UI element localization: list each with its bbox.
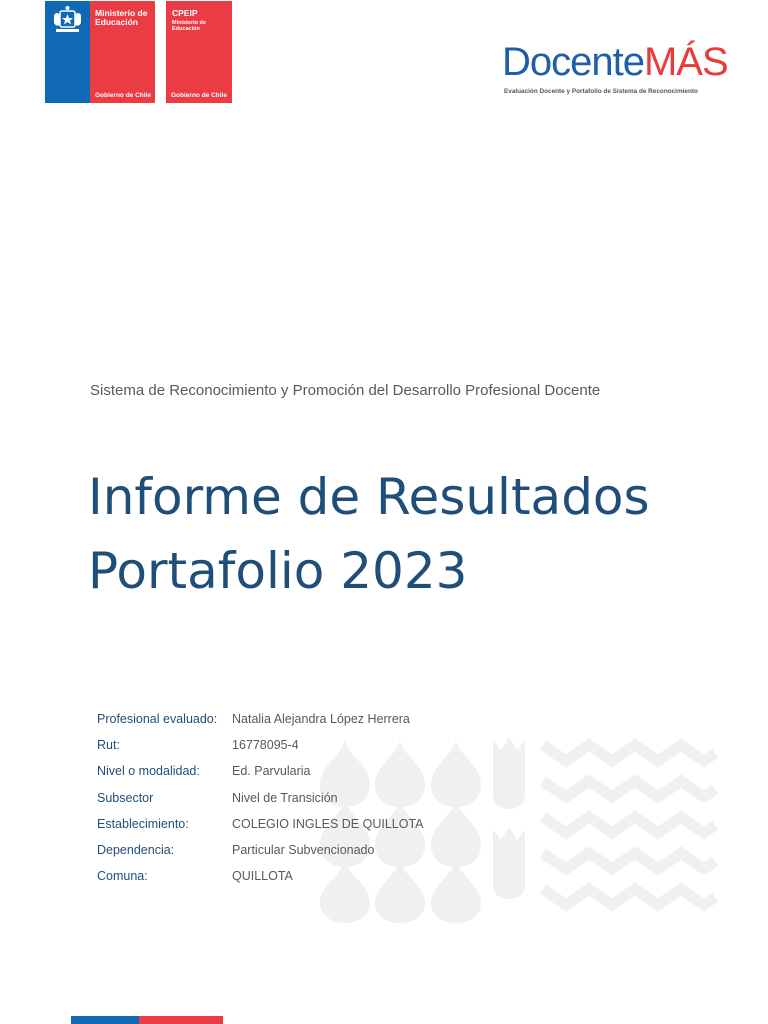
cpeip-subtitle (172, 20, 227, 32)
info-value: Nivel de Transición (232, 790, 338, 805)
cpeip-sub1: Ministerio de (172, 20, 206, 26)
info-value: Ed. Parvularia (232, 764, 311, 779)
info-label: Rut: (97, 738, 120, 753)
mineduc-logo-text (95, 9, 147, 27)
cpeip-sub2: Educación (172, 26, 200, 32)
footer-red-segment (139, 1016, 223, 1024)
cpeip-footer: Gobierno de Chile (171, 92, 227, 99)
document-title-line2: Portafolio 2023 (88, 542, 468, 600)
info-label: Profesional evaluado: (97, 712, 218, 727)
docentemas-subtitle: Evaluación Docente y Portafolio de Sistema de Reconocimiento (504, 88, 698, 95)
info-value: COLEGIO INGLES DE QUILLOTA (232, 816, 424, 831)
docentemas-word-part2: MÁS (643, 40, 728, 84)
footer-blue-segment (71, 1016, 139, 1024)
document-title (88, 460, 650, 608)
info-row (97, 732, 547, 758)
info-label: Comuna: (97, 869, 148, 884)
info-row (97, 785, 547, 811)
info-row (97, 837, 547, 863)
mineduc-line1: Ministerio de (95, 8, 148, 18)
mineduc-footer: Gobierno de Chile (95, 92, 151, 99)
info-label: Nivel o modalidad: (97, 764, 200, 779)
info-label: Establecimiento: (97, 816, 189, 831)
docentemas-wordmark (502, 40, 728, 84)
info-value: Particular Subvencionado (232, 843, 375, 858)
info-value: 16778095-4 (232, 738, 299, 753)
mineduc-line2: Educación (95, 17, 138, 27)
cpeip-logo (166, 1, 232, 103)
info-label: Subsector (97, 790, 154, 805)
info-row (97, 706, 547, 732)
info-row (97, 811, 547, 837)
docentemas-word-part1: Docente (502, 40, 644, 84)
info-row (97, 863, 547, 889)
mineduc-logo (45, 1, 155, 103)
footer-flag-bar (71, 1016, 223, 1024)
info-value: QUILLOTA (232, 869, 293, 884)
info-value: Natalia Alejandra López Herrera (232, 712, 410, 727)
info-row (97, 758, 547, 784)
docentemas-logo (497, 36, 728, 102)
evaluation-info-table (97, 706, 547, 889)
document-title-line1: Informe de Resultados (88, 468, 650, 526)
cpeip-title: CPEIP (172, 8, 198, 18)
system-subtitle: Sistema de Reconocimiento y Promoción del Desarrollo Profesional Docente (90, 382, 601, 399)
chile-coat-of-arms-icon (51, 5, 84, 35)
info-label: Dependencia: (97, 843, 175, 858)
